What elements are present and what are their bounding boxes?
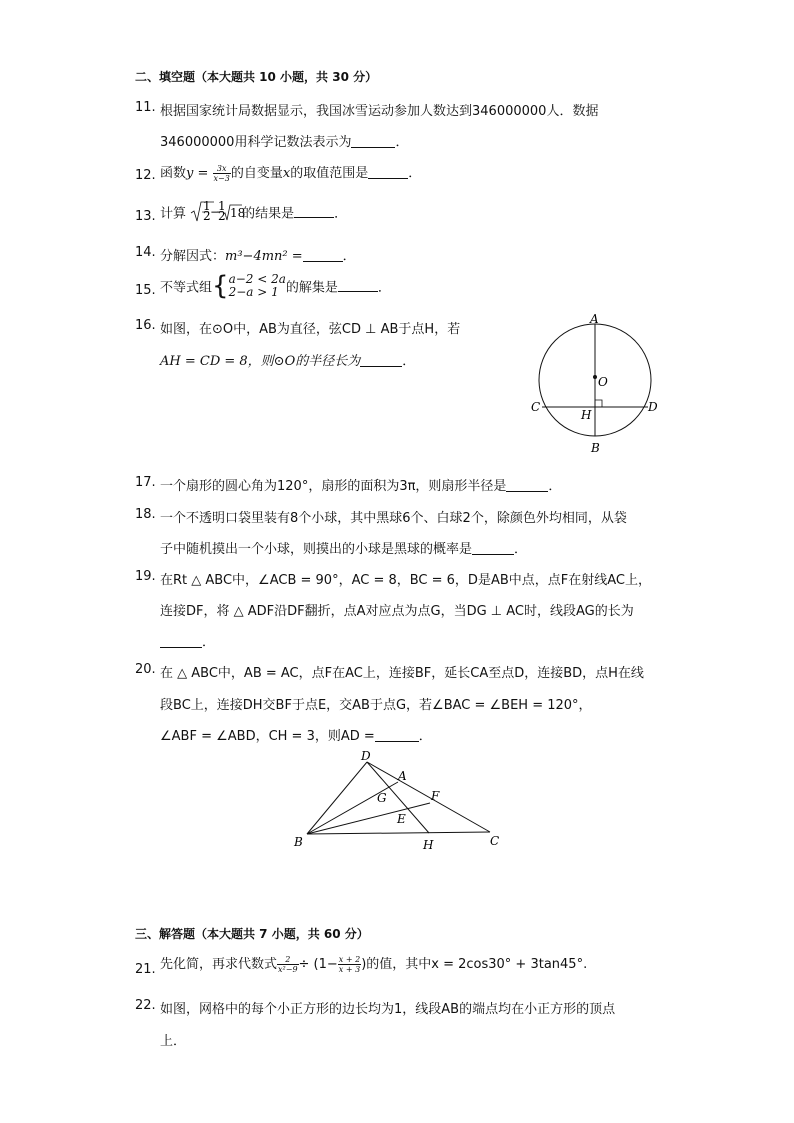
question-text: 子中随机摸出一个小球，则摸出的小球是黑球的概率是 ．	[160, 542, 528, 557]
question-text: ∠ABF = ∠ABD，CH = 3，则AD = ．	[160, 729, 432, 744]
question-number: 18.	[135, 507, 156, 522]
radical-expression	[190, 199, 246, 224]
question-number: 14.	[135, 245, 156, 260]
svg-text:2: 2	[203, 209, 211, 223]
question-text: 分解因式：m³−4mn² = ．	[160, 249, 356, 264]
svg-text:A: A	[398, 769, 407, 783]
svg-text:F: F	[431, 789, 440, 803]
circle-figure	[525, 310, 670, 458]
answer-blank[interactable]	[360, 354, 402, 367]
question-text: 根据国家统计局数据显示，我国冰雪运动参加人数达到346000000人．数据	[160, 104, 599, 119]
answer-blank[interactable]	[351, 135, 395, 148]
question-text: 连接DF，将 △ ADF沿DF翻折，点A对应点为点G，当DG ⊥ AC时，线段AG的长为	[160, 604, 634, 619]
question-number: 15.	[135, 283, 156, 298]
question-text: 一个扇形的圆心角为120°，扇形的面积为3π，则扇形半径是 ．	[160, 479, 562, 494]
fraction: $\frac{x + 2}{x + 3}$	[338, 955, 361, 974]
question-text: 段BC上，连接DH交BF于点E，交AB于点G，若∠BAC = ∠BEH = 120°，	[160, 698, 592, 713]
answer-blank[interactable]	[472, 542, 514, 555]
section-solve-heading: 三、解答题（本大题共 7 小题，共 60 分）	[135, 927, 369, 941]
question-text: 计算 1 2 − 1 2 18 的结果是 ．	[160, 199, 348, 223]
svg-text:B: B	[294, 835, 303, 849]
svg-text:1: 1	[203, 199, 211, 213]
svg-text:B: B	[591, 441, 600, 455]
svg-text:O: O	[598, 375, 608, 389]
question-number: 21.	[135, 962, 156, 977]
fraction: $\frac{2}{\text{x²−9}}$	[278, 955, 298, 974]
question-text: AH = CD = 8，则⊙O的半径长为 ．	[160, 354, 416, 369]
svg-text:D: D	[648, 400, 658, 414]
question-text: 上．	[160, 1034, 187, 1049]
answer-blank[interactable]	[375, 729, 419, 742]
question-text: 先化简，再求代数式 $\frac{2}{\text{x²−9}}$ ÷ (1− $\frac{x + 2}{x + 3}$ )的值，其中x = 2cos30° + 3tan45°.	[160, 955, 588, 974]
answer-blank[interactable]	[160, 635, 202, 648]
question-text: 不等式组{ a−2 < 2a 2−a > 1 的解集是 ．	[160, 271, 391, 301]
answer-blank[interactable]	[294, 205, 334, 218]
question-number: 19.	[135, 569, 156, 584]
question-number: 12.	[135, 168, 156, 183]
question-text: 在Rt △ ABC中，∠ACB = 90°，AC = 8，BC = 6，D是AB中点，点F在射线AC上，	[160, 573, 651, 588]
svg-text:−: −	[210, 205, 221, 219]
svg-text:D: D	[361, 749, 371, 763]
inequality-system: a−2 < 2a 2−a > 1	[228, 272, 286, 299]
svg-text:2: 2	[218, 209, 226, 223]
answer-blank[interactable]	[303, 249, 343, 262]
question-number: 20.	[135, 662, 156, 677]
question-number: 13.	[135, 209, 156, 224]
question-text: 在 △ ABC中，AB = AC，点F在AC上，连接BF，延长CA至点D，连接BD，点H在线	[160, 666, 644, 681]
svg-text:H: H	[423, 838, 434, 852]
question-text: 函数y = $\frac{3x}{x-3}$ 的自变量x的取值范围是 ．	[160, 164, 422, 183]
svg-text:H: H	[581, 408, 592, 422]
svg-text:1: 1	[218, 199, 226, 213]
section-fill-heading: 二、填空题（本大题共 10 小题，共 30 分）	[135, 70, 378, 84]
answer-blank[interactable]	[506, 479, 548, 492]
svg-text:C: C	[531, 400, 541, 414]
question-text: 一个不透明口袋里装有8个小球，其中黑球6个、白球2个，除颜色外均相同，从袋	[160, 511, 627, 526]
question-text: 346000000用科学记数法表示为 ．	[160, 135, 409, 150]
svg-text:18: 18	[230, 206, 246, 220]
question-number: 11.	[135, 100, 156, 115]
question-text: 如图，在⊙O中，AB为直径，弦CD ⊥ AB于点H，若	[160, 322, 461, 337]
svg-text:C: C	[490, 834, 500, 848]
question-number: 16.	[135, 318, 156, 333]
svg-text:A: A	[590, 312, 599, 326]
answer-blank[interactable]	[338, 279, 378, 292]
svg-text:G: G	[377, 791, 387, 805]
question-number: 17.	[135, 475, 156, 490]
answer-blank[interactable]	[368, 166, 408, 179]
svg-text:E: E	[397, 812, 406, 826]
question-text: 如图，网格中的每个小正方形的边长均为1，线段AB的端点均在小正方形的顶点	[160, 1002, 616, 1017]
question-text: ．	[160, 631, 215, 650]
triangle-figure	[285, 745, 510, 857]
question-number: 22.	[135, 998, 156, 1013]
fraction: $\frac{3x}{x-3}$	[213, 164, 230, 183]
